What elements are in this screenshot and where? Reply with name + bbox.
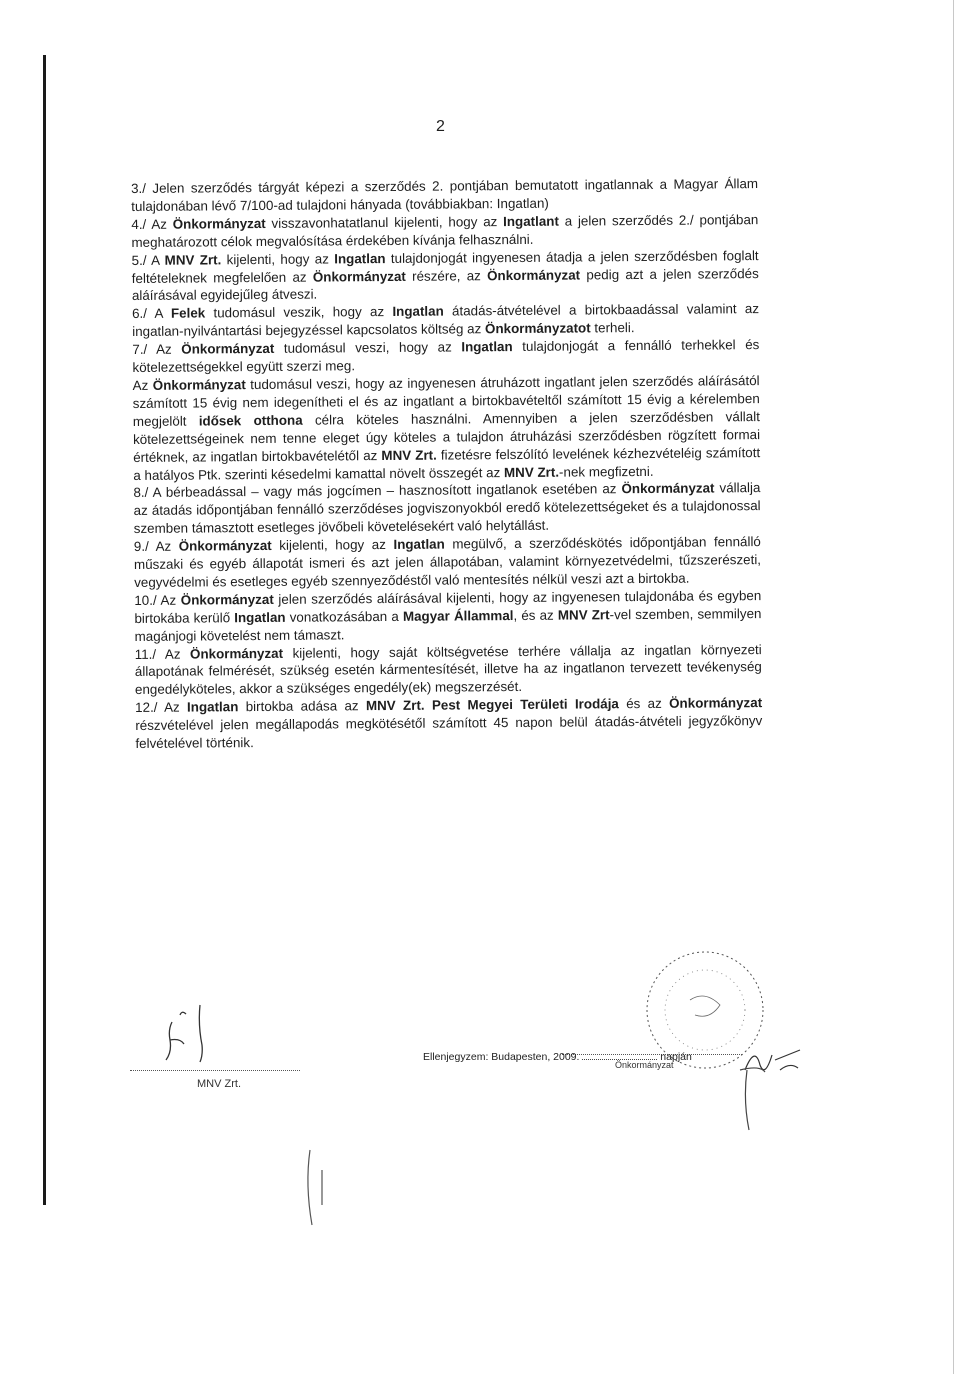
paragraph: [132, 336, 759, 377]
text-run: 12./ Az: [135, 699, 188, 716]
bold-term: Önkormányzat: [178, 538, 272, 554]
mnv-signature: [160, 1000, 230, 1070]
bold-term: Önkormányzat: [189, 645, 284, 662]
scan-border-right: [953, 0, 954, 1374]
text-run: visszavonhatatlanul kijelenti, hogy az: [265, 213, 504, 231]
bold-term: Önkormányzatot: [484, 320, 591, 337]
paragraph: [134, 587, 761, 646]
bold-term: Önkormányzat: [312, 268, 406, 285]
text-run: célra köteles használni. Amennyiben a jelen szerződésben vállalt kötelezettségeinek nem tenne eleget úgy köteles a tulajdon átruházási szerződésben rögzített formai értéknek, az ingatlan birtokbavételétől az: [132, 408, 761, 465]
bold-term: MNV Zrt. Pest Megyei Területi Irodája: [365, 696, 619, 714]
text-run: Az: [132, 377, 153, 393]
scan-border-left: [43, 55, 46, 1205]
bold-term: Önkormányzat: [172, 215, 266, 232]
bold-term: Ingatlan: [461, 339, 513, 355]
paragraph: [131, 175, 758, 216]
text-run: 10./ Az: [134, 592, 181, 608]
text-run: 7./ Az: [132, 341, 182, 358]
text-run: kijelenti, hogy az: [221, 251, 335, 267]
bold-term: Ingatlan: [186, 699, 239, 715]
bold-term: Felek: [170, 305, 206, 322]
text-run: 4./ Az: [131, 216, 173, 232]
text-run: megülvő, a szerződéskötés időpontjában fennálló műszaki és egyéb állapotát ismeri és azt jelen állapotában, valamint környezetvédelmi, tűzszerészeti, vegyvédelmi és esetleges egyéb szennyeződéstől való mentesítés nélkül veszi azt a birtokba.: [133, 534, 762, 590]
text-run: tulajdonjogát a fennálló terhekkel és kötelezettségekkel együtt szerzi meg.: [132, 337, 760, 376]
text-run: átadás-átvételével a birtokbaadással valamint az ingatlan-nyilvántartási bejegyzéssel kapcsolatos költség az: [132, 301, 760, 340]
paragraph: [134, 533, 761, 592]
bold-term: Ingatlan: [392, 303, 444, 320]
countersign-suffix: napján: [660, 1051, 692, 1063]
bold-term: Ingatlan: [334, 250, 386, 267]
text-run: pedig azt a jelen szerződés aláírásával egyidejűleg átveszi.: [131, 265, 759, 304]
bold-term: Ingatlan: [393, 536, 445, 553]
bold-term: Ingatlant: [503, 213, 559, 229]
text-run: kijelenti, hogy saját költségvetése terhére vállalja az ingatlan környezeti állapotának felmérését, szükség esetén kármentesítését, illetve ha az ingatlanon tervezett tevékenység engedélyköteles, akkor a szükséges engedély(ek) megszerzését.: [134, 641, 762, 698]
countersign-signature: [735, 1060, 775, 1140]
paragraph: [131, 211, 758, 252]
text-run: vállalja az átadás időpontjában fennálló szerződéses jogviszonyokból eredő kötelezettségeket és a tulajdonossal szemben támasztott esetleges jövőbeli követelésekért való helytállást.: [133, 480, 761, 537]
text-run: -nek megfizetni.: [558, 463, 654, 480]
right-signature-label: Önkormányzat: [615, 1060, 674, 1070]
text-run: 9./ Az: [133, 538, 179, 555]
text-run: 5./ A: [131, 252, 165, 268]
text-run: terheli.: [590, 320, 635, 336]
bottom-mark: [300, 1145, 330, 1235]
paragraph: [132, 300, 759, 341]
text-run: tulajdonjogát ingyenesen átadja a jelen szerződésben foglalt feltételeknek megfelelően az: [131, 247, 759, 286]
text-run: tudomásul veszi, hogy az: [274, 339, 462, 357]
bold-term: Önkormányzat: [669, 695, 763, 712]
bold-term: Önkormányzat: [621, 480, 715, 497]
bold-term: Önkormányzat: [487, 267, 581, 283]
text-run: , és az: [513, 607, 558, 623]
text-run: és az: [618, 696, 670, 712]
bold-term: Önkormányzat: [152, 377, 246, 393]
paragraph: [133, 479, 760, 538]
countersign-label: Ellenjegyzem: Budapesten, 2009.: [423, 1051, 580, 1063]
page-number: 2: [436, 118, 445, 135]
bold-term: Ingatlan: [234, 609, 286, 625]
contract-body: [131, 175, 762, 753]
bold-term: Magyar Állammal: [402, 607, 514, 624]
text-run: -vel szemben, semmilyen magánjogi követelést nem támaszt.: [134, 605, 762, 644]
text-run: a jelen szerződés 2./ pontjában meghatározott célok megvalósítása érdekében kívánja felhasználni.: [131, 211, 759, 250]
text-run: tudomásul veszik, hogy az: [205, 304, 393, 321]
text-run: 11./ Az: [134, 646, 191, 662]
bold-term: idősek otthona: [198, 412, 303, 429]
bold-term: MNV Zrt.: [503, 464, 560, 480]
text-run: jelen szerződés aláírásával kijelenti, hogy az ingyenesen tulajdonába és egyben birtokába kerülő: [134, 587, 762, 626]
left-signature-label: MNV Zrt.: [197, 1078, 241, 1090]
text-run: kijelenti, hogy az: [271, 537, 394, 554]
text-run: 3./ Jelen szerződés tárgyát képezi a szerződés 2. pontjában bemutatott ingatlannak a Magyar Állam tulajdonában lévő 7/100-ad tulajdoni hányada (továbbiakban: Ingatlan): [131, 176, 759, 214]
text-run: fizetésre felszólító levelének kézhezvételéig számított a hatályos Ptk. szerinti késedelmi kamattal növelt összegét az: [133, 444, 761, 483]
bold-term: Önkormányzat: [180, 591, 274, 608]
text-run: tudomásul veszi, hogy az ingyenesen átruházott ingatlant jelen szerződés aláírásától számított 15 évig nem idegenítheti el és az ingatlant a birtokbavételtől számított 15 évig a kérelemben megjelölt: [132, 373, 760, 429]
paragraph: [135, 694, 762, 753]
text-run: vonatkozásában a: [285, 608, 403, 625]
text-run: részvételével jelen megállapodás megkötésétől számított 45 napon belül átadás-átvételi jegyzőkönyv felvételével történik.: [135, 713, 763, 752]
bold-term: MNV Zrt.: [164, 251, 222, 268]
text-run: birtokba adása az: [238, 698, 366, 715]
text-run: részére, az: [405, 267, 488, 284]
bold-term: Önkormányzat: [181, 341, 275, 357]
bold-term: MNV Zrt: [557, 607, 610, 623]
paragraph: [135, 641, 762, 700]
paragraph: [132, 247, 759, 306]
bold-term: MNV Zrt.: [381, 447, 437, 463]
text-run: 6./ A: [131, 306, 171, 322]
text-run: 8./ A bérbeadással – vagy más jogcímen – hasznosított ingatlanok esetében az: [133, 481, 622, 501]
paragraph: [133, 372, 761, 484]
left-signature-line: [130, 1070, 300, 1071]
countersign-line: [423, 1051, 692, 1063]
